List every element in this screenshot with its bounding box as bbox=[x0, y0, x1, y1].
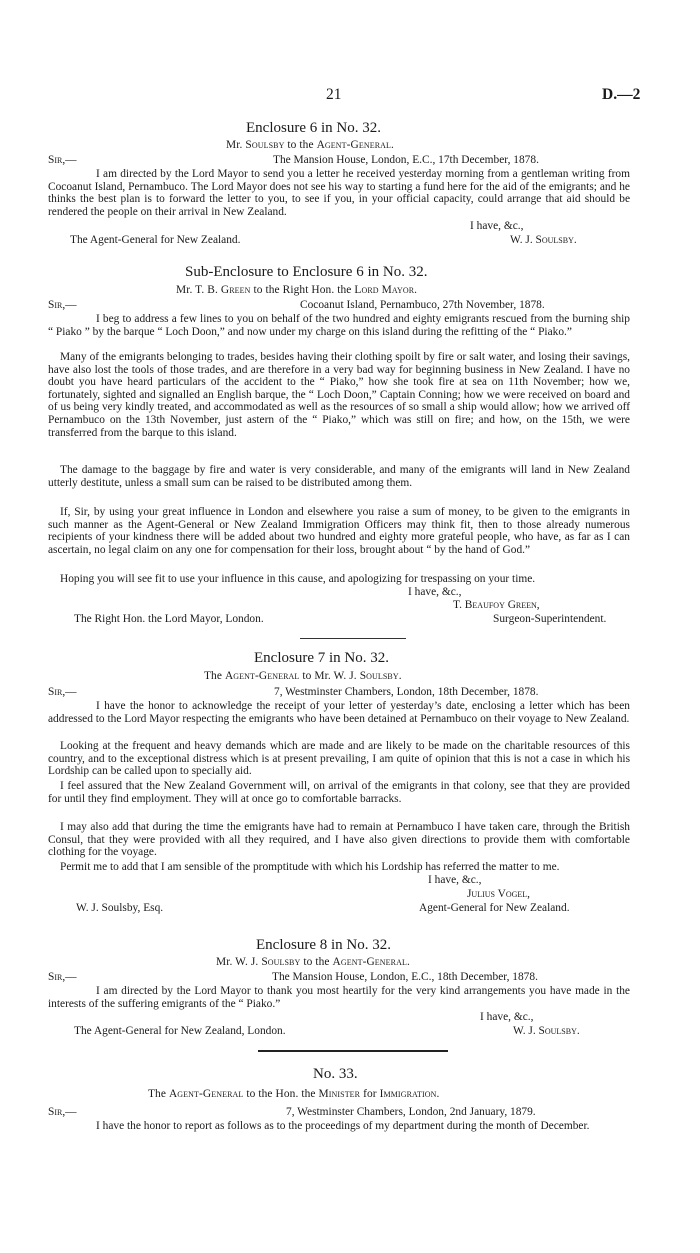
enclosure-8-body: I am directed by the Lord Mayor to thank you most heartily for the very kind arrangements you have made in the interests of the suffering emigrants of the “ Piako.” bbox=[48, 985, 630, 1010]
sub-enclosure-paragraph: Many of the emigrants belonging to trades, besides having their clothing spoilt by fire or salt water, and losing their savings, have also lost the tools of those trades, and are therefore in a very bad way for beginning business in New Zealand. I have no doubt you have heard particulars of the accident to the “ Piako,” how she took fire at sea on 11th November; how we, fortunately, sighted and signalled an English barque, the “ Loch Doon,” Captain Conning; how we were received on board and of us being very kindly treated, and accommodated as well as the resources of so small a ship would allow; how we arrived off Pernambuco on the 13th November, just astern of the “ Piako,” which was still on fire; and how, on the 15th, we were transferred from the barque to this island. bbox=[48, 351, 630, 439]
enclosure-7-signature-title: Agent-General for New Zealand. bbox=[419, 902, 570, 914]
no-33-address: 7, Westminster Chambers, London, 2nd January, 1879. bbox=[286, 1106, 536, 1118]
enclosure-7-signature: Julius Vogel, bbox=[467, 888, 531, 900]
sub-enclosure-signature-title: Surgeon-Superintendent. bbox=[493, 613, 607, 625]
enclosure-8-title: Enclosure 8 in No. 32. bbox=[256, 937, 391, 953]
enclosure-8-route: Mr. W. J. Soulsby to the Agent-General. bbox=[216, 956, 410, 968]
enclosure-8-salutation: Sir,— bbox=[48, 971, 77, 983]
enclosure-6-salutation: Sir,— bbox=[48, 154, 77, 166]
sub-enclosure-paragraph: Hoping you will see fit to use your influence in this cause, and apologizing for trespassing on your time. bbox=[60, 573, 536, 585]
sub-enclosure-paragraph: I beg to address a few lines to you on behalf of the two hundred and eighty emigrants rescued from the burning ship “ Piako ” by the barque “ Loch Doon,” and now under my charge on this island during the refitting of the “ Piako.” bbox=[48, 313, 630, 338]
enclosure-6-title: Enclosure 6 in No. 32. bbox=[246, 120, 381, 136]
enclosure-7-address: 7, Westminster Chambers, London, 18th December, 1878. bbox=[274, 686, 539, 698]
no-33-route: The Agent-General to the Hon. the Minister for Immigration. bbox=[148, 1088, 440, 1100]
sub-enclosure-signature: T. Beaufoy Green, bbox=[453, 599, 540, 611]
no-33-body: I have the honor to report as follows as to the proceedings of my department during the month of December. bbox=[96, 1120, 590, 1132]
sub-enclosure-recipient: The Right Hon. the Lord Mayor, London. bbox=[74, 613, 264, 625]
enclosure-6-signature: W. J. Soulsby. bbox=[510, 234, 577, 246]
sub-enclosure-title: Sub-Enclosure to Enclosure 6 in No. 32. bbox=[185, 264, 428, 280]
sub-enclosure-paragraph: The damage to the baggage by fire and water is very considerable, and many of the emigrants will land in New Zealand utterly destitute, unless a small sum can be raised to be distributed among them. bbox=[48, 464, 630, 489]
no-33-salutation: Sir,— bbox=[48, 1106, 77, 1118]
section-divider-thick bbox=[258, 1050, 448, 1052]
enclosure-7-closing: I have, &c., bbox=[428, 874, 482, 886]
no-33-title: No. 33. bbox=[313, 1066, 358, 1082]
sub-enclosure-paragraph: If, Sir, by using your great influence in London and elsewhere you raise a sum of money, to be given to the emigrants in such manner as the Agent-General or New Zealand Immigration Officers may think fit, then to those already numerous recipients of your kindness there will be added about two hundred and eighty more grateful people, who have, as far as I can ascertain, no legal claim on any one for compensation for their loss, brought about “ by the hand of God.” bbox=[48, 506, 630, 556]
enclosure-6-route: Mr. Soulsby to the Agent-General. bbox=[226, 139, 394, 151]
enclosure-7-paragraph: Permit me to add that I am sensible of the promptitude with which his Lordship has referred the matter to me. bbox=[60, 861, 560, 873]
enclosure-6-recipient: The Agent-General for New Zealand. bbox=[70, 234, 241, 246]
sub-enclosure-address: Cocoanut Island, Pernambuco, 27th November, 1878. bbox=[300, 299, 545, 311]
enclosure-8-signature: W. J. Soulsby. bbox=[513, 1025, 580, 1037]
sub-enclosure-salutation: Sir,— bbox=[48, 299, 77, 311]
enclosure-8-recipient: The Agent-General for New Zealand, London. bbox=[74, 1025, 286, 1037]
document-code: D.—2 bbox=[602, 86, 641, 103]
enclosure-7-recipient: W. J. Soulsby, Esq. bbox=[76, 902, 164, 914]
enclosure-7-paragraph: I feel assured that the New Zealand Government will, on arrival of the emigrants in that colony, see that they are provided for until they find employment. They will at once go to comfortable barracks. bbox=[48, 780, 630, 805]
sub-enclosure-route: Mr. T. B. Green to the Right Hon. the Lord Mayor. bbox=[176, 284, 418, 296]
enclosure-6-closing: I have, &c., bbox=[470, 220, 524, 232]
enclosure-8-address: The Mansion House, London, E.C., 18th December, 1878. bbox=[272, 971, 538, 983]
section-divider bbox=[300, 638, 406, 639]
enclosure-7-paragraph: I may also add that during the time the emigrants have had to remain at Pernambuco I have taken care, through the British Consul, that they were provided with all they required, and I have also given directions to provide them with comfortable clothing for the voyage. bbox=[48, 821, 630, 859]
sub-enclosure-closing: I have, &c., bbox=[408, 586, 462, 598]
enclosure-7-paragraph: Looking at the frequent and heavy demands which are made and are likely to be made on the charitable resources of this country, and to the exceptional distress which is at present prevailing, I am quite of opinion that this is not a case in which his Lordship can be called upon to specially aid. bbox=[48, 740, 630, 778]
enclosure-6-address: The Mansion House, London, E.C., 17th December, 1878. bbox=[273, 154, 539, 166]
enclosure-7-route: The Agent-General to Mr. W. J. Soulsby. bbox=[204, 670, 402, 682]
enclosure-6-body: I am directed by the Lord Mayor to send you a letter he received yesterday morning from a gentleman writing from Cocoanut Island, Pernambuco. The Lord Mayor does not see his way to starting a fund here for the aid of the emigrants; and he thinks the best plan is to forward the letter to you, to see if you, in your official capacity, could arrange that aid should be rendered the people on their arrival in New Zealand. bbox=[48, 168, 630, 218]
enclosure-8-closing: I have, &c., bbox=[480, 1011, 534, 1023]
enclosure-7-paragraph: I have the honor to acknowledge the receipt of your letter of yesterday’s date, enclosing a letter which has been addressed to the Lord Mayor respecting the emigrants who have been detained at Pernambuco on their voyage to New Zealand. bbox=[48, 700, 630, 725]
page-number: 21 bbox=[326, 86, 342, 103]
enclosure-7-salutation: Sir,— bbox=[48, 686, 77, 698]
enclosure-7-title: Enclosure 7 in No. 32. bbox=[254, 650, 389, 666]
